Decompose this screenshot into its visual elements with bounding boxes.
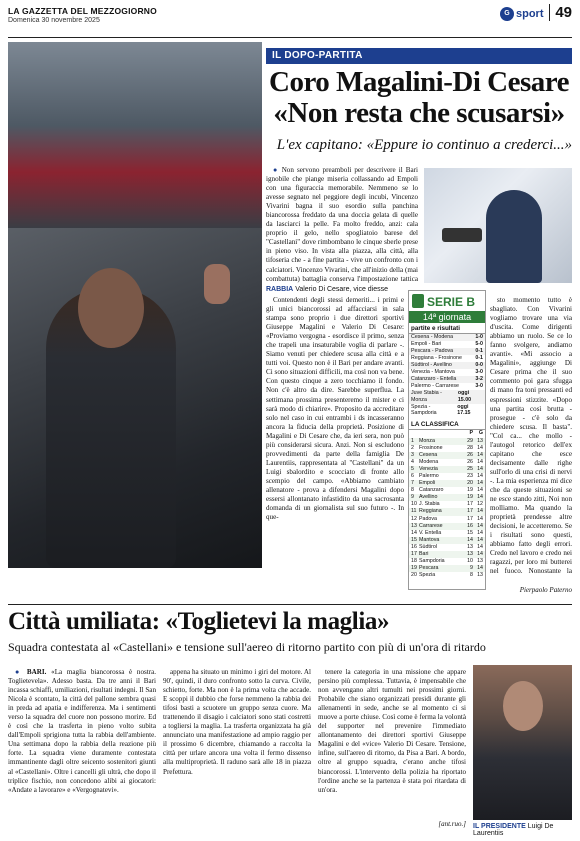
standings-cell: 5 bbox=[411, 465, 414, 472]
standings-cell: 13 bbox=[467, 543, 473, 550]
standings-cell: 18 bbox=[411, 558, 417, 565]
standings-cell: 19 bbox=[467, 494, 473, 501]
result-row bbox=[409, 341, 485, 348]
serie-b-logo-icon bbox=[412, 294, 424, 308]
standings-cell: Palermo bbox=[419, 473, 439, 479]
standings-cell: Cesena bbox=[419, 451, 438, 458]
publication-name: LA GAZZETTA DEL MEZZOGIORNO bbox=[8, 6, 157, 16]
result-score: oggi 15.00 bbox=[457, 389, 472, 403]
standings-cell: 14 bbox=[477, 451, 483, 458]
result-match: Cesena - Modena bbox=[411, 334, 454, 340]
top-byline: Pierpaolo Paterno bbox=[519, 586, 572, 594]
standings-row bbox=[409, 572, 485, 579]
standings-cell: 20 bbox=[411, 572, 417, 579]
result-score: 0-1 bbox=[475, 347, 483, 354]
standings-cell: Südtirol bbox=[419, 543, 437, 550]
result-score: 3-2 bbox=[475, 375, 483, 382]
standings-cell: 15 bbox=[411, 536, 417, 543]
standings-cell: Sampdoria bbox=[419, 558, 445, 565]
standings-cell: 17 bbox=[467, 515, 473, 522]
standings-cell: 14 bbox=[477, 565, 483, 572]
standings-cell: 13 bbox=[411, 522, 417, 529]
standings-cell: 14 bbox=[477, 444, 483, 451]
standings-row bbox=[409, 565, 485, 572]
standings-cell: Padova bbox=[419, 515, 437, 522]
bottom-column-2: appena ha situato un minimo i giri del motore. Al 90', quindi, il duro confronto sotto la curva. Civile, schietto, forte. Ma non è la prima volta che accade. E scoppi il dubbio che forse nemmeno la rabbia dei tifosi basti a scuotere un gruppo senza cuore. Ma trattenendo il disagio i calciatori sono stati costretti a togliersi la maglia. La trasferta organizzata ha già annunciato una manifestazione ad ampio raggio per il prossimo 6 dicembre, chiamando a raccolta la città per urlare ancora una volta il fermo dissenso alla multiproprietà. Il radunо sarà alle 18 in piazza Prefettura. bbox=[163, 668, 311, 776]
standings-cell: 1 bbox=[411, 437, 414, 444]
standings-cell: 9 bbox=[470, 565, 473, 572]
standings-row bbox=[409, 473, 485, 480]
standings-cell: 14 bbox=[467, 536, 473, 543]
masthead bbox=[8, 4, 572, 38]
standings-cell: Avellino bbox=[419, 494, 438, 501]
standings-cell: 13 bbox=[477, 437, 483, 444]
standings-cell: 28 bbox=[467, 444, 473, 451]
standings-cell: 14 bbox=[477, 508, 483, 515]
main-headline: Coro Magalini-Di Cesare «Non resta che scusarsi» bbox=[269, 66, 569, 129]
standings-cell: 19 bbox=[411, 565, 417, 572]
result-match: Reggiana - Frosinone bbox=[411, 354, 462, 361]
standings-cell: 14 bbox=[477, 480, 483, 487]
result-score: oggi 17.15 bbox=[457, 403, 471, 417]
standings-cell: Monza bbox=[419, 437, 435, 444]
standings-cell: Frosinone bbox=[419, 444, 443, 451]
standings-cell: 17 bbox=[467, 501, 473, 508]
bottom-subheadline: Squadra contestata al «Castellani» e tensione sull'aereo di ritorno partito con più di un'ora di ritardo bbox=[8, 640, 486, 654]
standings-cell: Catanzaro bbox=[419, 487, 444, 494]
section-divider bbox=[8, 604, 572, 605]
section-name: G sport bbox=[500, 7, 544, 21]
press-caption: RABBIA Valerio Di Cesare, vice diesse bbox=[266, 286, 389, 293]
article-column-2: Contendenti degli stessi demeriti... i primi e gli unici biancorossi ad affacciarsi in sala stampa sono proprio i due direttori sportivi Giuseppe Magalini e Valerio Di Cesare: «Proviamo vergogna - esordisce il primo, senza che trapeli una insaturabile voglia di parlare -. Siamo venuti per chiedere scusa alla città e a tutti voi. Questo non è il Bari per andare avanti. Ci sono situazioni difficili, ma così non va bene. Con questo cinque a zero tocchiamo il fondo. Non c'è altro da dire. Sarebbe superflua. La settimana prossima presenteremo il mister e ci sarà modo di chiarire». Proposito da accreditare solo nel caso in cui entrambi i ds incasseranno ancora la fiducia della proprietà. Posizione di Magalini e Di Cesare che, da ieri sera, non può più considerarsi sicura. Anzi. Non si escludono provvedimenti da parte della famiglia De Laurentiis, rappresentata al "Castellani" da un Luigi sbalordito e scocciato di fronte allo scempio del campo. «Abbiamo cambiato allenatore - prova a difendersi Magalini dopo essersi allontanato infastidito da una sacrosanta domanda di un giornalista sul suo futuro -. In que- bbox=[266, 296, 404, 522]
result-row bbox=[409, 390, 485, 404]
round-label: 14ª giornata bbox=[409, 311, 485, 323]
standings-row bbox=[409, 508, 485, 515]
standings-cell: 13 bbox=[467, 551, 473, 558]
standings-cell: Mantova bbox=[419, 536, 440, 543]
result-row bbox=[409, 355, 485, 362]
standings-cell: J. Stabia bbox=[419, 501, 440, 508]
standings-cell: 13 bbox=[477, 558, 483, 565]
coach-photo bbox=[8, 228, 262, 568]
standings-cell: 14 bbox=[411, 529, 417, 536]
standings-cell: 7 bbox=[411, 480, 414, 487]
result-row bbox=[409, 376, 485, 383]
standings-cell: 12 bbox=[477, 501, 483, 508]
thumbs-up-icon bbox=[204, 264, 230, 304]
standings-cell: 20 bbox=[467, 480, 473, 487]
result-row bbox=[409, 383, 485, 390]
standings-cell: 26 bbox=[467, 458, 473, 465]
standings-cell: 15 bbox=[467, 529, 473, 536]
result-match: Juve Stabia - Monza bbox=[411, 389, 442, 403]
result-row bbox=[409, 369, 485, 376]
standings-row bbox=[409, 445, 485, 452]
result-match: Pescara - Padova bbox=[411, 347, 454, 354]
gazzetta-logo-icon: G bbox=[500, 7, 514, 21]
page-number: 49 bbox=[549, 4, 572, 21]
microphone-icon bbox=[442, 228, 482, 242]
result-match: Venezia - Mantova bbox=[411, 368, 455, 375]
result-score: 1-0 bbox=[475, 334, 483, 340]
standings-cell: 11 bbox=[411, 508, 417, 515]
main-subheadline: L'ex capitano: «Eppure io continuo a crederci...» bbox=[276, 137, 572, 153]
standings-cell: 10 bbox=[411, 501, 417, 508]
standings-cell: 19 bbox=[467, 487, 473, 494]
standings-cell: Venezia bbox=[419, 465, 438, 472]
coach-head bbox=[78, 268, 144, 348]
result-row bbox=[409, 404, 485, 418]
standings-cell: 14 bbox=[477, 529, 483, 536]
standings-cell: 3 bbox=[411, 451, 414, 458]
standings-cell: 14 bbox=[477, 522, 483, 529]
president-photo bbox=[473, 665, 572, 820]
result-score: 5-0 bbox=[475, 340, 483, 347]
standings-cell: 17 bbox=[411, 551, 417, 558]
standings-cell: 8 bbox=[411, 487, 414, 494]
standings-cell: Bari bbox=[419, 551, 429, 558]
standings-row bbox=[409, 466, 485, 473]
standings-cell: 14 bbox=[477, 487, 483, 494]
standings-cell: 23 bbox=[467, 473, 473, 479]
result-score: 0-1 bbox=[475, 354, 483, 361]
standings-row bbox=[409, 501, 485, 508]
standings-cell: 2 bbox=[411, 444, 414, 451]
standings-row bbox=[409, 537, 485, 544]
bottom-column-1: ● BARI. «La maglia biancorossa è nostra. Toglietevela». Adesso basta. Da tre anni il Bari incassa schiaffi, umiliazioni, risultati indegni. Il San Nicola è scontato, la città del pallone sembra quasi in preda ad apatia e indifferenza. Ma i sentimenti verso la squadra del cuore non possono morire. Ed è così che la trasferta in pieno volto subita dall'Empoli sprigiona tutta la rabbia dell'ambiente. Una settimana dopo la rabbia della reazione più forte. La squadra viene duramente contestata immantinente dagli oltre seicento sostenitori giunti al «Castellani». Oltre i cancelli gli ultrà, che dopo il triplice fischio, non concedono alibi ai giocatori: «Andate a lavorare» e «Vergognatevi». bbox=[8, 668, 156, 794]
standings-cell: 10 bbox=[467, 558, 473, 565]
table-header: P G bbox=[469, 430, 483, 437]
standings-row bbox=[409, 494, 485, 501]
results-list bbox=[409, 334, 485, 417]
league-header: SERIE B bbox=[409, 291, 485, 311]
standings-row bbox=[409, 551, 485, 558]
standings-row bbox=[409, 516, 485, 523]
result-match: Palermo - Carrarese bbox=[411, 382, 459, 389]
standings-box bbox=[408, 290, 486, 590]
standings-row bbox=[409, 438, 485, 445]
result-match: Empoli - Bari bbox=[411, 340, 442, 347]
press-conference-photo bbox=[424, 168, 572, 283]
standings-cell: Modena bbox=[419, 458, 439, 465]
result-row bbox=[409, 362, 485, 369]
standings-cell: V. Entella bbox=[419, 529, 442, 536]
stadium-photo bbox=[8, 42, 262, 228]
standings-row bbox=[409, 452, 485, 459]
article-column-1: ● Non servono preamboli per descrivere il Bari ignobile che piange miseria collassando ad Empoli con una figuraccia memorabile. Nemmeno se lo avesse segnato nel peggiore degli incubi, Vincenzo Vivarini bagna il suo esordio sulla panchina biancorossa freddato da una doccia gelata di quelle da lasciarci la pelle. Fa molto freddo, anzi: cala proprio il gelo, nello spogliatoio barese del "Castellani" dove rimbombano le cinque sberle prese in pieno viso. In vista alla piazza, alla città, alla tifoseria che - a fine partita - vive un confronto con i calciatori. Vincenzo Vivarini, che all'inizio della (mai combattuta) battaglia conserva l'impostazione tattica bbox=[266, 166, 418, 283]
standings-cell: 29 bbox=[467, 437, 473, 444]
result-match: Spezia - Sampdoria bbox=[411, 403, 437, 417]
bottom-headline: Città umiliata: «Toglietevi la maglia» bbox=[8, 608, 390, 635]
results-title: partite e risultati bbox=[409, 323, 485, 334]
standings-cell: Pescara bbox=[419, 565, 439, 572]
standings-cell: 14 bbox=[477, 494, 483, 501]
standings-cell: 14 bbox=[477, 515, 483, 522]
standings-row bbox=[409, 459, 485, 466]
issue-date: Domenica 30 novembre 2025 bbox=[8, 17, 100, 24]
standings-cell: Empoli bbox=[419, 480, 436, 487]
standings-cell: 14 bbox=[477, 536, 483, 543]
standings-table bbox=[409, 438, 485, 580]
standings-cell: 14 bbox=[477, 551, 483, 558]
result-score: 3-0 bbox=[475, 382, 483, 389]
standings-row bbox=[409, 558, 485, 565]
bottom-byline: [ant.ruo.] bbox=[438, 820, 466, 828]
article-column-3: sto momento tutto è sbagliato. Con Vivarini vogliamo trovare una via d'uscita. Come dirigenti abbiamo un ruolo. Se ce lo fanno svolgere, andiamo avanti». «Mi associo a Magalini», aggiunge Di Cesare prima che il suo commento poi gara sfugga di mano fra toni pressanti ed espressioni stizzite. «Dopo una partita così brutta - prosegue - c'è solo da chiedere scusa. Il basta". "Col ca... che mollo - l'autogol retorico dell'ex capitano che esce decisamente dalle righe sull'orlo di una crisi di nervi -. La mia esperienza mi dice che da queste situazioni se ne esce stando zitti, Noi non molliamo. Ma quando la proprietà prendesse altre decisioni, le accetteremo. Se i risultati sono questi, abbiamo fatto degli errori. Credo nel lavoro e credo nei ragazzi, per loro mi butterei nel fuoco. Nonostante la bbox=[490, 296, 572, 576]
president-caption: IL PRESIDENTE Luigi De Laurentiis bbox=[473, 823, 554, 837]
bullet-icon: ● bbox=[273, 166, 282, 174]
standings-cell: 16 bbox=[411, 543, 417, 550]
table-title: LA CLASSIFICA bbox=[409, 419, 485, 430]
bottom-column-3: tenere la categoria in una missione che appare persino più complessa. Tuttavia, è impensabile che non avvengano altri tumulti nei prossimi giorni. Probabile che siano organizzati presidi durante gli allenamenti in sede, anche se al momento ci si muove a porte chiuse. Così come è ferma la volontà del supporter nel prevenire l'immediato allontanamento dei direttori sportivi Giuseppe Magalini e del «vice» Valerio Di Cesare. Tensione, infine, sull'aereo di ritorno, da Pisa a Bari. A bordo, oltre al gruppo squadra, c'erano anche tifosi biancorossi. L'intervento della polizia ha riportato l'ordine anche se la partenza è stata poi ritardata di un'ora. bbox=[318, 668, 466, 794]
result-score: 0-0 bbox=[475, 361, 483, 368]
standings-row bbox=[409, 530, 485, 537]
standings-cell: 16 bbox=[467, 522, 473, 529]
standings-row bbox=[409, 487, 485, 494]
standings-cell: 8 bbox=[470, 572, 473, 579]
standings-cell: 4 bbox=[411, 458, 414, 465]
bullet-icon: ● bbox=[15, 668, 27, 676]
standings-cell: 14 bbox=[477, 543, 483, 550]
result-match: Catanzaro - Entella bbox=[411, 375, 457, 382]
standings-row bbox=[409, 544, 485, 551]
result-match: Südtirol - Avellino bbox=[411, 361, 452, 368]
standings-row bbox=[409, 523, 485, 530]
section-kicker: IL DOPO-PARTITA bbox=[266, 48, 572, 64]
standings-cell: 9 bbox=[411, 494, 414, 501]
standings-cell: 17 bbox=[467, 508, 473, 515]
standings-cell: 6 bbox=[411, 473, 414, 479]
result-row bbox=[409, 348, 485, 355]
standings-cell: Reggiana bbox=[419, 508, 442, 515]
standings-cell: Spezia bbox=[419, 572, 436, 579]
standings-cell: 26 bbox=[467, 451, 473, 458]
standings-cell: 12 bbox=[411, 515, 417, 522]
dicesare-figure bbox=[486, 190, 542, 283]
president-face bbox=[503, 681, 543, 731]
standings-row bbox=[409, 480, 485, 487]
standings-cell: 14 bbox=[477, 465, 483, 472]
standings-cell: 14 bbox=[477, 473, 483, 479]
result-row bbox=[409, 334, 485, 341]
standings-cell: 14 bbox=[477, 458, 483, 465]
standings-cell: 25 bbox=[467, 465, 473, 472]
result-score: 3-0 bbox=[475, 368, 483, 375]
standings-cell: 13 bbox=[477, 572, 483, 579]
standings-cell: Carrarese bbox=[419, 522, 443, 529]
